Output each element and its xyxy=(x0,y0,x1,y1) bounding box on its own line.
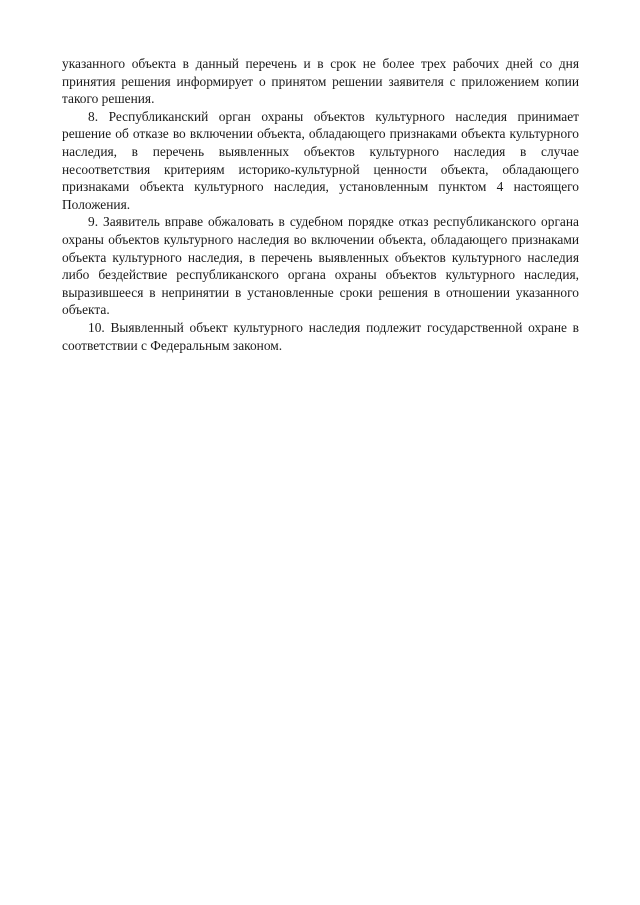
paragraph-item-9: 9. Заявитель вправе обжаловать в судебном порядке отказ республиканского органа охраны объектов культурного наследия во включении объекта, обладающего признаками объекта культурного наследия, в перечень выявленных объектов культурного наследия либо бездействие республиканского органа охраны объектов культурного наследия, выразившееся в непринятии в установленные сроки решения в отношении указанного объекта. xyxy=(62,214,579,318)
paragraph-continuation: указанного объекта в данный перечень и в срок не более трех рабочих дней со дня принятия решения информирует о принятом решении заявителя с приложением копии такого решения. xyxy=(62,56,579,107)
paragraph-item-8: 8. Республиканский орган охраны объектов культурного наследия принимает решение об отказе во включении объекта, обладающего признаками объекта культурного наследия, в перечень выявленных объектов культурного наследия в случае несоответствия критериям историко-культурной ценности объекта, обладающего признаками объекта культурного наследия, установленным пунктом 4 настоящего Положения. xyxy=(62,108,579,212)
document-page xyxy=(62,55,579,354)
paragraph-item-10: 10. Выявленный объект культурного наследия подлежит государственной охране в соответствии с Федеральным законом. xyxy=(62,319,579,353)
